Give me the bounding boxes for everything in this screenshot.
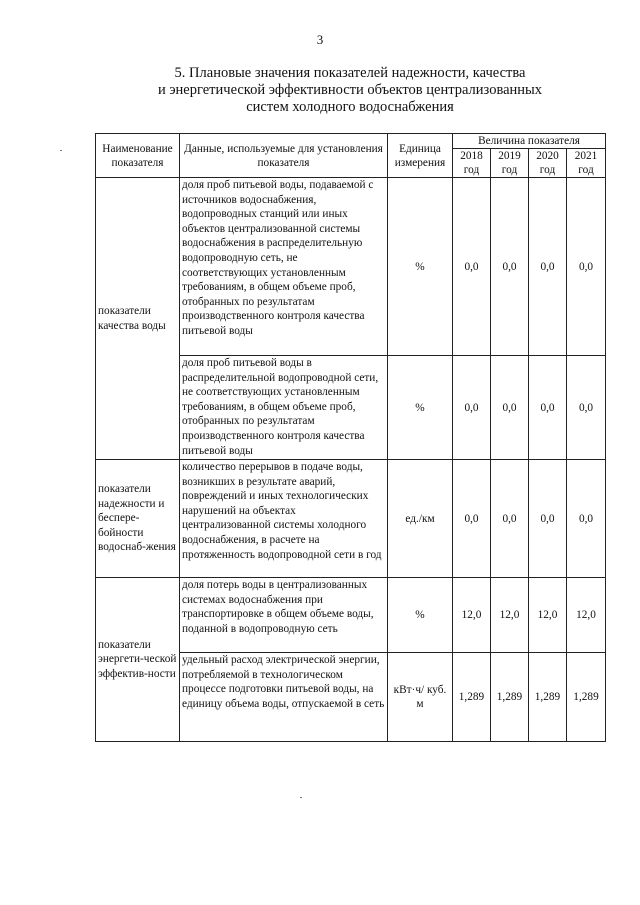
group-name-reliability: показатели надежности и беспере-бойности водоснаб-жения	[96, 460, 180, 578]
header-year-2020: 2020 год	[529, 149, 567, 178]
value-2018: 0,0	[453, 460, 491, 578]
header-unit: Единица измерения	[388, 134, 453, 178]
value-2021: 1,289	[567, 653, 606, 742]
value-2021: 12,0	[567, 578, 606, 653]
row-data-text: доля проб питьевой воды, подаваемой с источников водоснабжения, водопроводных станций или иных объектов централизованной системы водоснабжения в распределительную водопроводную сеть, не соответствующих установленным требованиям, в общем объеме проб, отобранных по результатам производственного контроля качества питьевой воды	[180, 178, 388, 356]
value-2020: 0,0	[529, 356, 567, 460]
value-2018: 0,0	[453, 356, 491, 460]
title-line-1: 5. Плановые значения показателей надежности, качества	[174, 65, 526, 81]
value-2021: 0,0	[567, 460, 606, 578]
value-2020: 12,0	[529, 578, 567, 653]
scan-speck	[60, 150, 62, 151]
table-row	[96, 178, 606, 356]
value-2021: 0,0	[567, 178, 606, 356]
value-2018: 1,289	[453, 653, 491, 742]
row-unit: %	[388, 356, 453, 460]
row-data-text: доля потерь воды в централизованных системах водоснабжения при транспортировке в общем объеме воды, поданной в водопроводную сеть	[180, 578, 388, 653]
row-unit: %	[388, 578, 453, 653]
group-name-quality: показатели качества воды	[96, 178, 180, 460]
group-name-energy: показатели энергети-ческой эффектив-ности	[96, 578, 180, 742]
value-2019: 0,0	[491, 178, 529, 356]
header-source-data: Данные, используемые для установления показателя	[180, 134, 388, 178]
value-2019: 12,0	[491, 578, 529, 653]
page-number: 3	[316, 32, 324, 47]
row-unit: кВт·ч/ куб. м	[388, 653, 453, 742]
indicators-table	[95, 133, 606, 742]
header-value-group: Величина показателя	[453, 134, 606, 149]
value-2019: 1,289	[491, 653, 529, 742]
scan-speck	[300, 797, 302, 798]
value-2020: 0,0	[529, 460, 567, 578]
value-2019: 0,0	[491, 356, 529, 460]
table-row	[96, 578, 606, 653]
title-line-3: систем холодного водоснабжения	[246, 99, 454, 115]
title-line-2: и энергетической эффективности объектов централизованных	[157, 82, 543, 98]
value-2020: 1,289	[529, 653, 567, 742]
value-2019: 0,0	[491, 460, 529, 578]
header-year-2019: 2019 год	[491, 149, 529, 178]
value-2018: 12,0	[453, 578, 491, 653]
value-2020: 0,0	[529, 178, 567, 356]
value-2018: 0,0	[453, 178, 491, 356]
row-data-text: доля проб питьевой воды в распределительной водопроводной сети, не соответствующих установленным требованиям, в общем объеме проб, отобранных по результатам производственного контроля качества питьевой воды	[180, 356, 388, 460]
header-year-2018: 2018 год	[453, 149, 491, 178]
header-indicator-name: Наименование показателя	[96, 134, 180, 178]
header-year-2021: 2021 год	[567, 149, 606, 178]
row-data-text: удельный расход электрической энергии, потребляемой в технологическом процессе подготовки питьевой воды, на единицу объема воды, отпускаемой в сеть	[180, 653, 388, 742]
section-title	[110, 65, 590, 116]
table-row	[96, 460, 606, 578]
value-2021: 0,0	[567, 356, 606, 460]
row-unit: %	[388, 178, 453, 356]
row-data-text: количество перерывов в подаче воды, возникших в результате аварий, повреждений и иных технологических нарушений на объектах централизованной системы холодного водоснабжения, в расчете на протяженность водопроводной сети в год	[180, 460, 388, 578]
row-unit: ед./км	[388, 460, 453, 578]
